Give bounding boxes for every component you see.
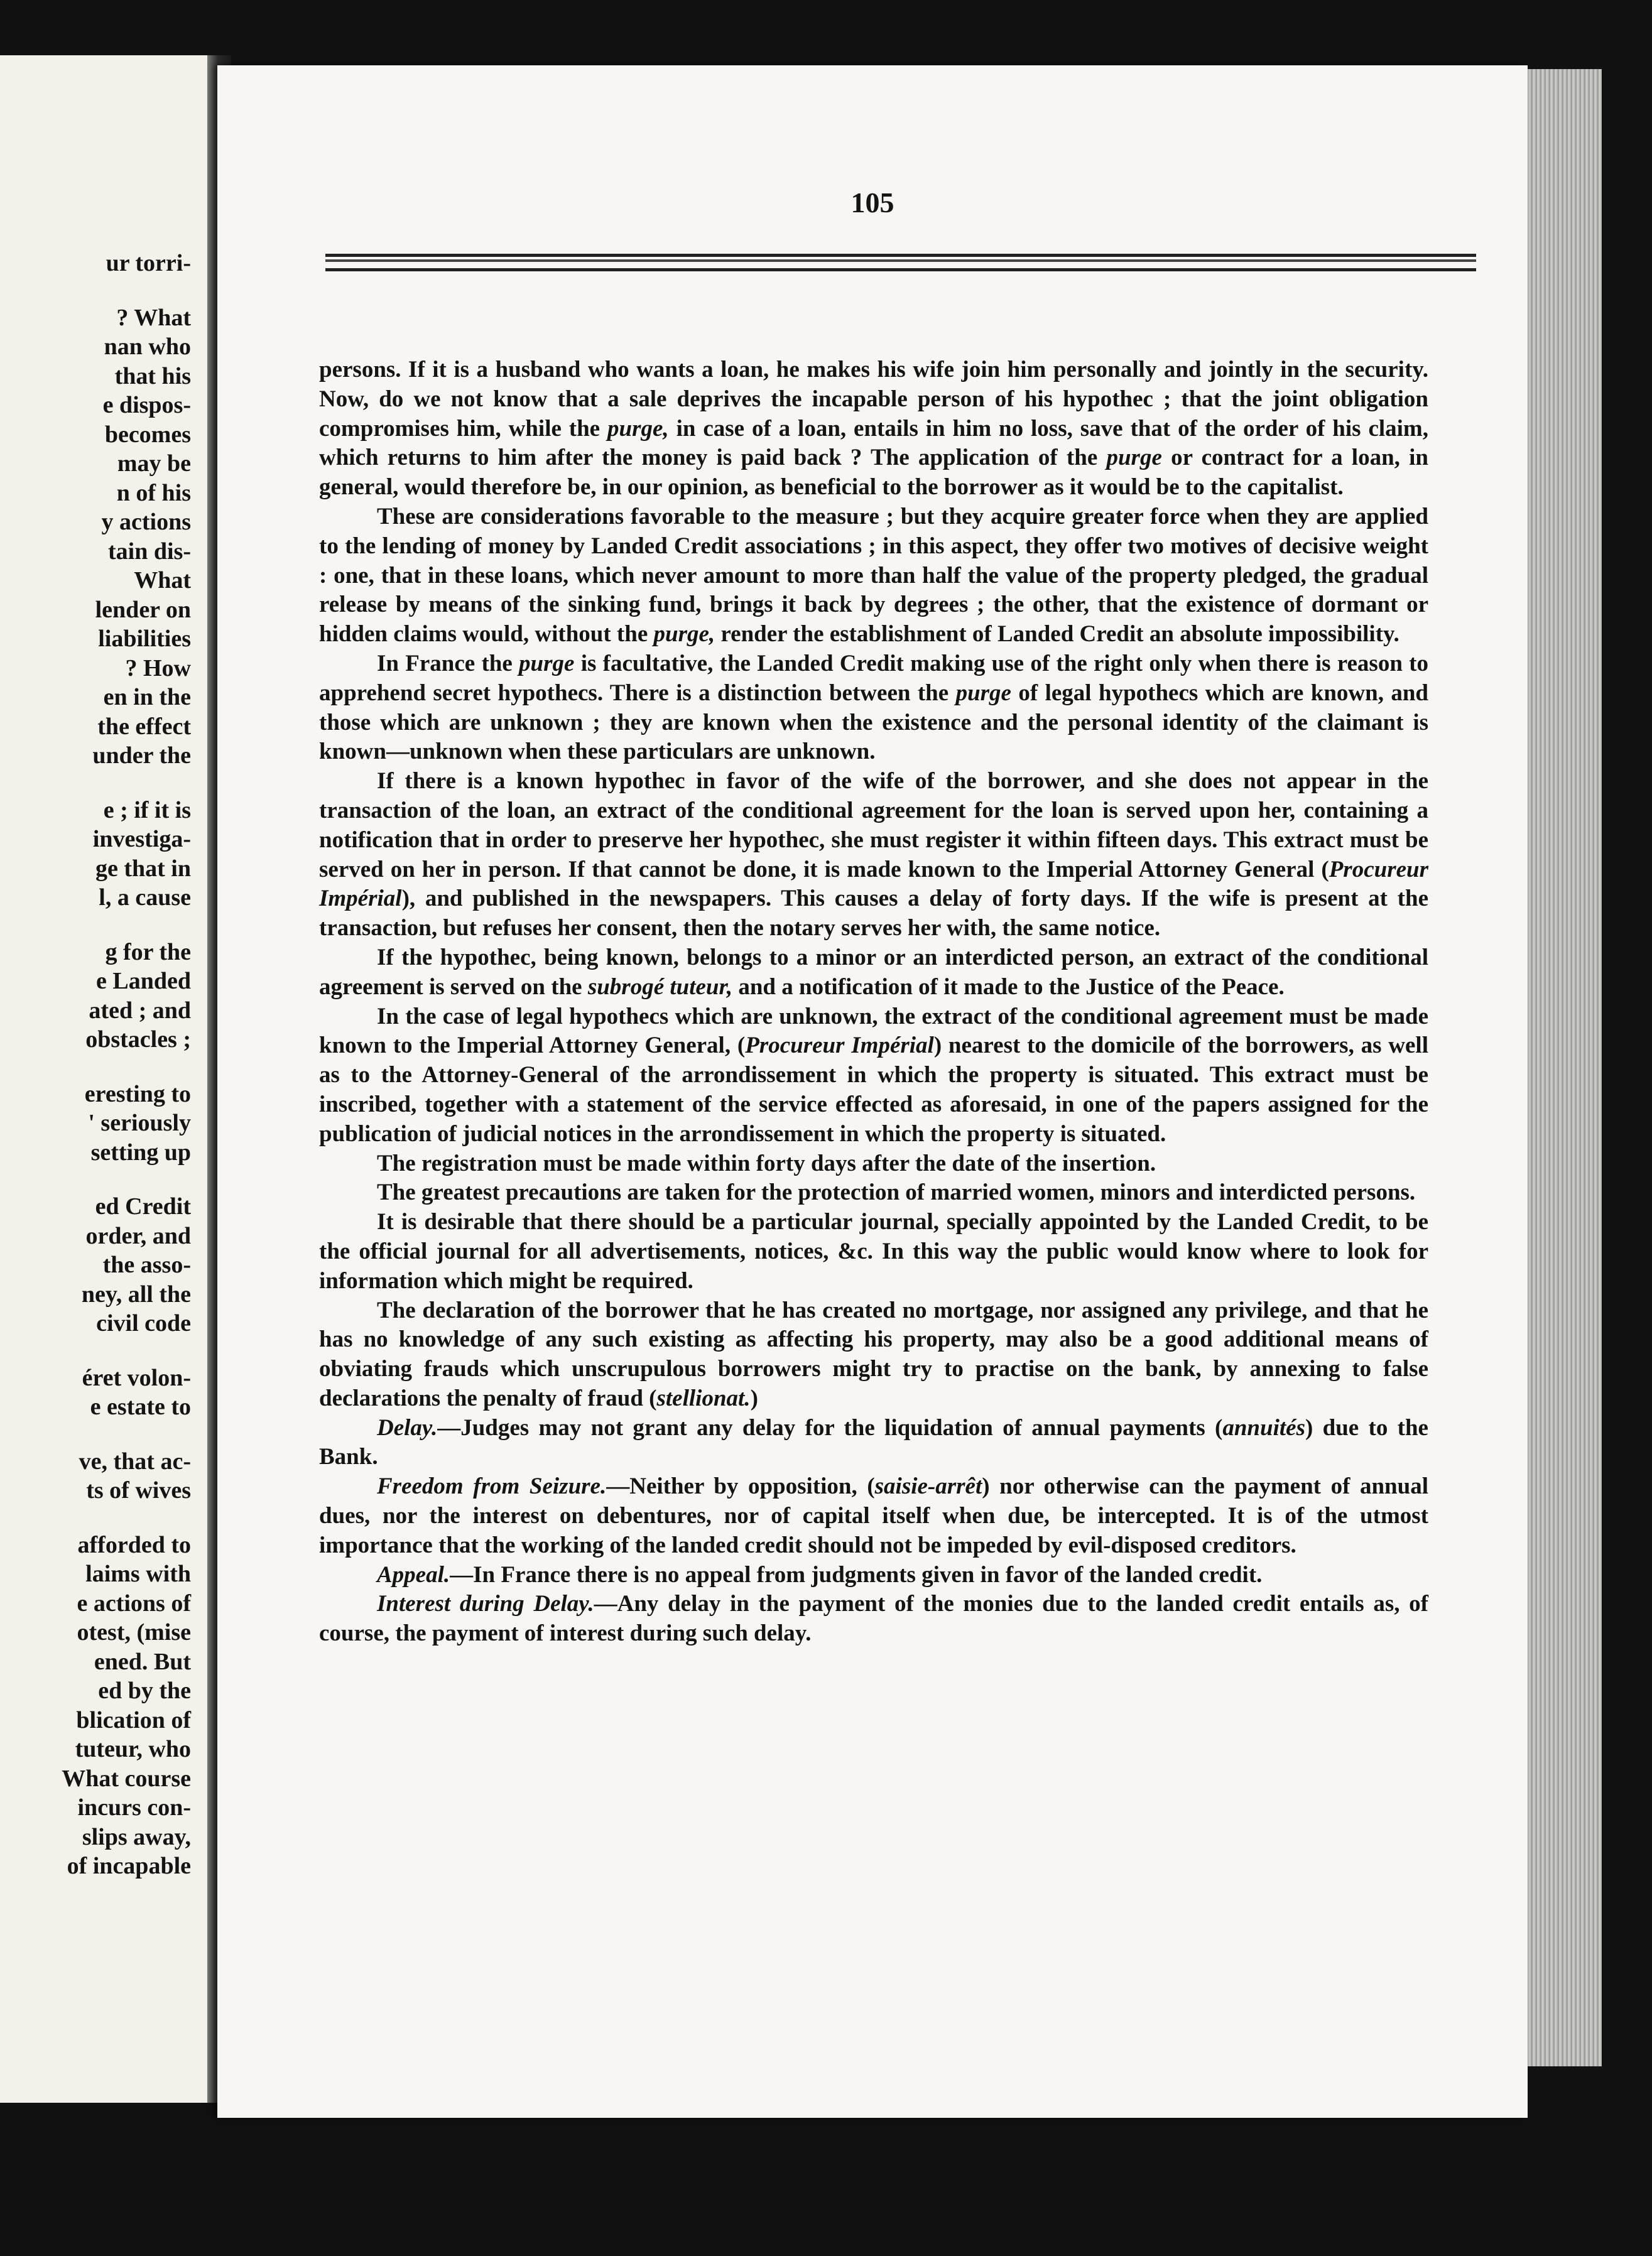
facing-page-line: éret volon-: [82, 1364, 191, 1391]
facing-page-line: liabilities: [98, 626, 191, 652]
facing-page-line: lender on: [95, 596, 191, 623]
section-heading: Delay.: [377, 1414, 438, 1441]
facing-page-line: tain dis-: [108, 538, 191, 565]
facing-page-line: e ; if it is: [103, 796, 191, 823]
facing-page-line: eresting to: [84, 1080, 191, 1107]
facing-page-line: g for the: [105, 938, 191, 965]
facing-page-line: ? What: [116, 304, 191, 331]
section-heading: Appeal.: [377, 1561, 450, 1588]
facing-page-line: e estate to: [90, 1394, 191, 1420]
facing-page-line: ve, that ac-: [79, 1448, 191, 1475]
paragraph: If there is a known hypothec in favor of the wife of the borrower, and she does not appear in the transaction of the loan, an extract of the conditional agreement for the loan is served upon her, containing a notification that in order to preserve her hypothec, she must register it within fifteen days. This extract must be served on her in person. If that cannot be done, it is made known to the Imperial Attorney General (Procureur Impérial), and published in the newspapers. This causes a delay of forty days. If the wife is present at the transaction, but refuses her consent, then the notary serves her with, the same notice.: [319, 768, 1428, 941]
facing-page-line: ed by the: [98, 1678, 191, 1704]
paragraph: In France the purge is facultative, the Landed Credit making use of the right only when there is reason to apprehend secret hypothecs. There is a distinction between the purge of legal hypothecs which are known, and those which are unknown ; they are known when the existence and the personal identity of the claimant is known—unknown when these particulars are unknown.: [319, 650, 1429, 765]
page-edges: [1520, 69, 1602, 2066]
facing-page-line: may be: [117, 450, 191, 477]
paragraph: persons. If it is a husband who wants a loan, he makes his wife join him personally and jointly in the security. Now, do we not know that a sale deprives the incapable person of his hypothec ; that the joint obligation compromises him, while the purge, in case of a loan, entails in him no loss, save that of the order of his claim, which returns to him after the money is paid back ? The application of the purge or contract for a loan, in general, would therefore be, in our opinion, as beneficial to the borrower as it would be to the capitalist.: [319, 357, 1428, 501]
facing-page-line: order, and: [85, 1222, 191, 1249]
facing-page-line: ' seriously: [88, 1110, 191, 1136]
paragraph: These are considerations favorable to the measure ; but they acquire greater force when they are applied to the lending of money by Landed Credit associations ; in this aspect, they offer two motives of decisive weight : one, that in these loans, which never amount to more than half the value of the property pledged, the gradual release by means of the sinking fund, brings it back by degrees ; the other, that the existence of dormant or hidden claims would, without the purge, render the establishment of Landed Credit an absolute impossibility.: [319, 503, 1428, 648]
facing-page-line: What course: [62, 1765, 191, 1792]
page-body: [319, 355, 1428, 1649]
facing-page-line: the asso-: [102, 1252, 191, 1278]
facing-page-line: otest, (mise: [77, 1619, 191, 1646]
facing-page-line: e Landed: [96, 968, 191, 994]
facing-page-line: nan who: [104, 334, 191, 360]
facing-page-line: e dispos-: [102, 392, 191, 418]
facing-page-line: that his: [114, 362, 191, 389]
facing-page-line: ened. But: [94, 1648, 191, 1675]
paragraph-appeal: Appeal.—In France there is no appeal from judgments given in favor of the landed credit.: [377, 1561, 1263, 1588]
paragraph: In the case of legal hypothecs which are unknown, the extract of the conditional agreement must be made known to the Imperial Attorney General, (Procureur Impérial) nearest to the domicile of the borrowers, as well as to the Attorney-General of the arrondissement in which the property is situated. This extract must be inscribed, together with a statement of the service effected as aforesaid, in one of the papers assigned for the publication of judicial notices in the arrondissement in which the property is situated.: [319, 1003, 1428, 1147]
facing-page: [0, 55, 207, 2103]
facing-page-line: slips away,: [82, 1823, 191, 1850]
facing-page-line: the effect: [97, 713, 191, 740]
paragraph: The declaration of the borrower that he has created no mortgage, nor assigned any privilege, and that he has no knowledge of any such existing as affecting his property, may also be a good additional means of obviating frauds which unscrupulous borrowers might try to practise on the bank, by annexing to false declarations the penalty of fraud (stellionat.): [319, 1297, 1428, 1411]
facing-page-line: ge that in: [95, 855, 191, 882]
paragraph: If the hypothec, being known, belongs to a minor or an interdicted person, an extract of the conditional agreement is served on the subrogé tuteur, and a notification of it made to the Justice of the Peace.: [319, 944, 1428, 1000]
paragraph-interest-during-delay: Interest during Delay.—Any delay in the payment of the monies due to the landed credit entails as, of course, the payment of interest during such delay.: [319, 1591, 1429, 1647]
facing-page-line: y actions: [101, 509, 191, 535]
facing-page-line: civil code: [96, 1310, 191, 1337]
paragraph: The greatest precautions are taken for the protection of married women, minors and interdicted persons.: [377, 1180, 1416, 1206]
facing-page-line: becomes: [104, 421, 191, 448]
facing-page-line: incurs con-: [77, 1794, 191, 1821]
paragraph-freedom-from-seizure: Freedom from Seizure.—Neither by opposition, (saisie-arrêt) nor otherwise can the payment of annual dues, nor the interest on debentures, nor of capital itself when due, be intercepted. It is of the utmost importance that the working of the landed credit should not be impeded by evil-disposed creditors.: [319, 1473, 1428, 1558]
facing-page-line: setting up: [90, 1139, 191, 1166]
facing-page-line: ts of wives: [86, 1477, 191, 1504]
facing-page-line: tuteur, who: [75, 1736, 191, 1762]
facing-page-line: ed Credit: [95, 1193, 191, 1220]
book-page: [217, 65, 1528, 2118]
facing-page-line: investiga-: [92, 826, 191, 852]
section-heading: Interest during Delay.: [377, 1591, 594, 1617]
facing-page-line: What: [134, 567, 191, 594]
facing-page-line: laims with: [85, 1561, 191, 1587]
facing-page-line: n of his: [116, 479, 191, 506]
facing-page-line: ? How: [125, 654, 191, 681]
paragraph-delay: Delay.—Judges may not grant any delay for the liquidation of annual payments (annuités) due to the Bank.: [319, 1414, 1428, 1470]
section-heading: Freedom from Seizure.: [377, 1473, 607, 1500]
page-number: 105: [850, 187, 894, 219]
facing-page-line: afforded to: [77, 1531, 191, 1558]
facing-page-line: blication of: [76, 1706, 191, 1733]
facing-page-line: obstacles ;: [85, 1026, 191, 1053]
facing-page-line: of incapable: [67, 1853, 191, 1879]
paragraph: It is desirable that there should be a particular journal, specially appointed by the Landed Credit, to be the official journal for all advertisements, notices, &c. In this way the public would know where to look for information which might be required.: [319, 1209, 1428, 1294]
facing-page-line: en in the: [103, 684, 191, 710]
paragraph: The registration must be made within forty days after the date of the insertion.: [377, 1150, 1156, 1176]
header-rule: [325, 254, 1476, 271]
facing-page-line: ur torri-: [106, 250, 191, 276]
facing-page-line: ated ; and: [89, 997, 191, 1024]
facing-page-line: ney, all the: [81, 1281, 191, 1308]
facing-page-line: under the: [92, 742, 191, 769]
facing-page-line: e actions of: [77, 1590, 191, 1617]
facing-page-line: l, a cause: [99, 884, 191, 911]
